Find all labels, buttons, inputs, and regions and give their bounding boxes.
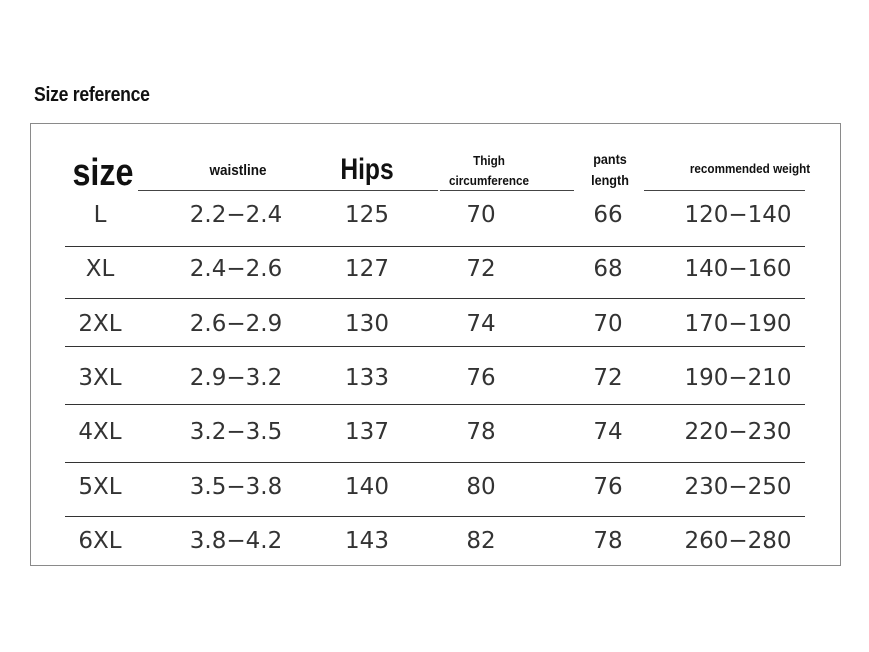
table-cell: 170−190 (684, 311, 792, 337)
header-hips: Hips (340, 153, 394, 186)
table-cell: 133 (345, 365, 389, 391)
table-cell: 70 (593, 311, 623, 337)
table-cell: 78 (593, 528, 623, 554)
header-recommended-weight: recommended weight (689, 161, 811, 176)
row-divider (65, 346, 805, 347)
header-size: size (72, 152, 134, 194)
header-pants-line2: length (591, 172, 629, 188)
table-cell: 66 (593, 202, 623, 228)
table-cell: 190−210 (684, 365, 792, 391)
table-cell: 68 (593, 256, 623, 282)
header-thigh-line1: Thigh (473, 153, 505, 168)
table-cell: 137 (345, 419, 389, 445)
table-cell: 78 (466, 419, 496, 445)
table-cell: 82 (466, 528, 496, 554)
table-cell: 3.5−3.8 (189, 474, 283, 500)
header-waistline: waistline (209, 162, 267, 179)
table-cell: 230−250 (684, 474, 792, 500)
table-cell: 220−230 (684, 419, 792, 445)
table-cell: 140 (345, 474, 389, 500)
row-divider (65, 298, 805, 299)
table-cell: 6XL (78, 528, 122, 554)
table-cell: 260−280 (684, 528, 792, 554)
table-cell: 76 (466, 365, 496, 391)
page-title: Size reference (34, 84, 150, 106)
row-divider (65, 516, 805, 517)
header-thigh-line2: circumference (448, 173, 529, 188)
table-cell: 143 (345, 528, 389, 554)
table-cell: 72 (593, 365, 623, 391)
table-cell: 74 (466, 311, 496, 337)
header-thigh-circumference (436, 151, 542, 191)
table-cell: 70 (466, 202, 496, 228)
table-cell: 127 (345, 256, 389, 282)
table-cell: 2XL (78, 311, 122, 337)
header-rule-mid (440, 190, 574, 191)
table-cell: 72 (466, 256, 496, 282)
table-cell: 2.6−2.9 (189, 311, 283, 337)
row-divider (65, 246, 805, 247)
header-pants-line1: pants (593, 151, 627, 167)
table-cell: 2.2−2.4 (189, 202, 283, 228)
table-cell: 5XL (78, 474, 122, 500)
table-cell: 130 (345, 311, 389, 337)
table-cell: 140−160 (684, 256, 792, 282)
table-cell: 2.4−2.6 (189, 256, 283, 282)
table-cell: 3.8−4.2 (189, 528, 283, 554)
table-cell: 2.9−3.2 (189, 365, 283, 391)
table-cell: 125 (345, 202, 389, 228)
table-cell: 120−140 (684, 202, 792, 228)
table-cell: 4XL (78, 419, 122, 445)
table-cell: 80 (466, 474, 496, 500)
header-rule-left (138, 190, 438, 191)
table-cell: L (93, 202, 107, 228)
table-cell: 76 (593, 474, 623, 500)
table-cell: 74 (593, 419, 623, 445)
table-cell: 3XL (78, 365, 122, 391)
row-divider (65, 404, 805, 405)
header-rule-right (644, 190, 805, 191)
table-cell: 3.2−3.5 (189, 419, 283, 445)
table-cell: XL (85, 256, 115, 282)
header-pants-length (583, 149, 637, 191)
row-divider (65, 462, 805, 463)
